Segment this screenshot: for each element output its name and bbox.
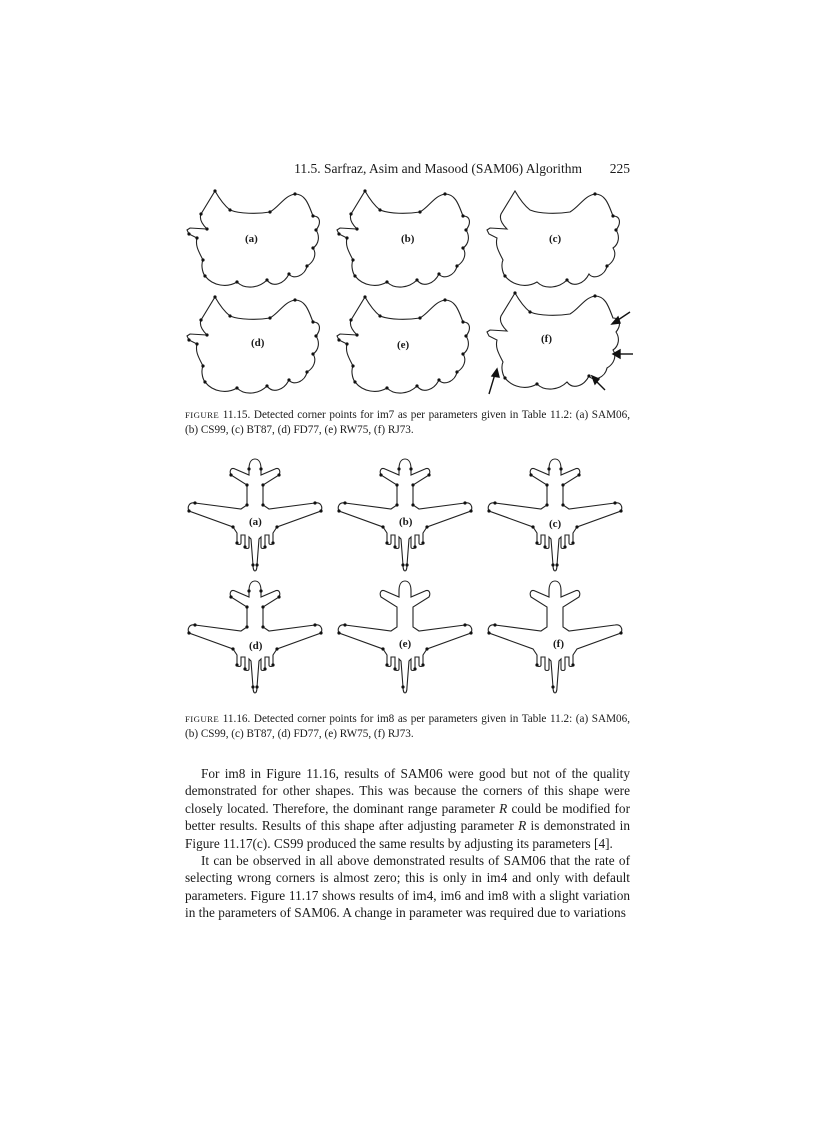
figure-11-16-caption bbox=[185, 712, 630, 741]
text-run: could be modified for better results. Results of this shape after adjusting parameter bbox=[185, 800, 630, 834]
text-run: For im8 in Figure 11.16, results of SAM06 were good but not of the quality demonstrated for other shapes. This was because the corners of this shape were closely located. Therefore, the dominant range parameter bbox=[185, 766, 630, 816]
variable-r: R bbox=[499, 800, 508, 816]
fig15-panel-c bbox=[487, 191, 619, 287]
fig16-label-e: (e) bbox=[399, 638, 412, 650]
fig16-panel-b bbox=[337, 459, 472, 571]
caption-number: 11.15. bbox=[222, 409, 251, 421]
fig16-panel-f bbox=[487, 581, 622, 693]
caption-text: Detected corner points for im7 as per parameters given in Table 11.2: (a) SAM06, (b) CS99, (c) BT87, (d) FD77, (e) RW75, (f) RJ73. bbox=[185, 409, 631, 436]
text-run: is demonstrated in Figure 11.17(c). CS99 produced the same results by adjusting its parameters [4]. bbox=[185, 818, 630, 851]
arrow-icon bbox=[613, 350, 633, 358]
paragraph: It can be observed in all above demonstrated results of SAM06 that the rate of selecting wrong corners is almost zero; this is only in im4 and only with default parameters. Figure 11.17 shows results of im4, im6 and im8 with a slight variation in the parameters of SAM06. A change in parameter was required due to variations bbox=[185, 853, 630, 921]
fig15-panel-d bbox=[187, 295, 319, 393]
fig15-label-c: (c) bbox=[549, 233, 562, 245]
fig15-panel-e bbox=[337, 295, 469, 393]
arrow-icon bbox=[489, 369, 499, 394]
fig16-panel-d bbox=[187, 581, 322, 693]
variable-r: R bbox=[518, 818, 527, 834]
fig16-label-d: (d) bbox=[249, 640, 263, 652]
page-number: 225 bbox=[609, 161, 630, 176]
paragraph bbox=[185, 765, 630, 852]
fig16-label-a: (a) bbox=[249, 516, 262, 528]
arrow-icon bbox=[592, 376, 605, 390]
fig16-label-c: (c) bbox=[549, 518, 562, 530]
fig16-label-b: (b) bbox=[399, 516, 413, 528]
running-title: 11.5. Sarfraz, Asim and Masood (SAM06) Algorithm bbox=[294, 161, 582, 176]
fig15-label-a: (a) bbox=[245, 233, 258, 245]
fig15-label-d: (d) bbox=[251, 337, 265, 349]
body-text bbox=[185, 765, 630, 922]
fig15-panel-b bbox=[337, 189, 469, 287]
fig15-label-e: (e) bbox=[397, 339, 410, 351]
fig16-panel-c bbox=[487, 459, 622, 571]
caption-prefix: FIGURE bbox=[185, 410, 220, 420]
fig16-label-f: (f) bbox=[553, 638, 564, 650]
figure-11-15 bbox=[183, 186, 635, 406]
figure-11-15-caption bbox=[185, 408, 630, 437]
fig15-label-b: (b) bbox=[401, 233, 415, 245]
fig15-panel-f bbox=[487, 291, 633, 394]
fig16-panel-e bbox=[337, 581, 472, 693]
running-header bbox=[185, 161, 630, 179]
caption-text: Detected corner points for im8 as per parameters given in Table 11.2: (a) SAM06, (b) CS99, (c) BT87, (d) FD77, (e) RW75, (f) RJ73. bbox=[185, 713, 631, 740]
caption-number: 11.16. bbox=[222, 713, 251, 725]
fig15-label-f: (f) bbox=[541, 333, 552, 345]
fig15-panel-a bbox=[187, 189, 319, 287]
caption-prefix: FIGURE bbox=[185, 714, 220, 724]
fig16-panel-a bbox=[187, 459, 322, 571]
figure-11-16 bbox=[183, 455, 635, 705]
